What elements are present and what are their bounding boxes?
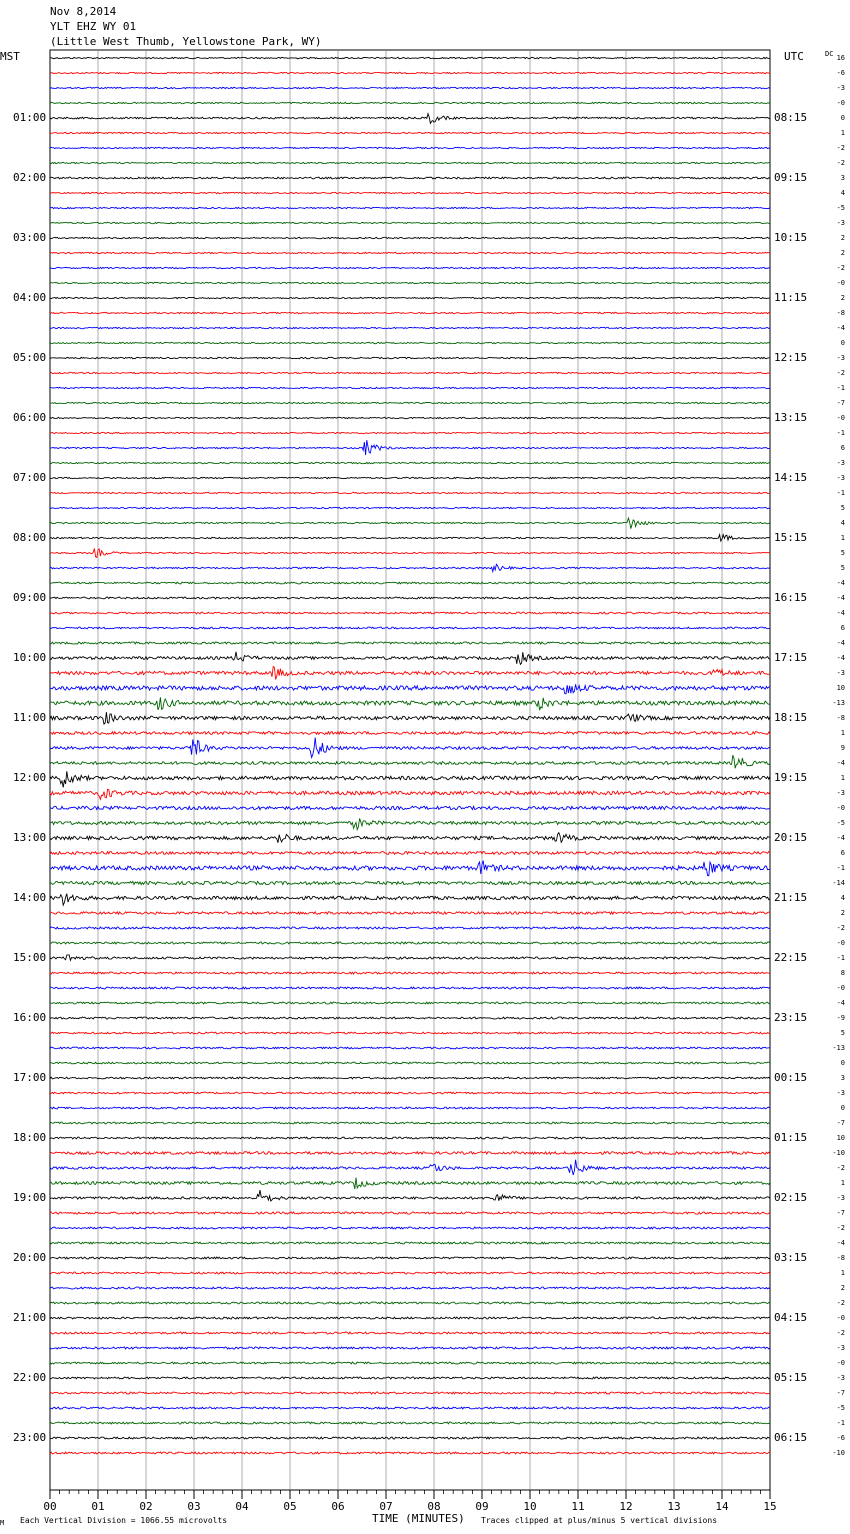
trace-line [50, 912, 770, 915]
dc-offset-label: -1 [836, 429, 845, 437]
trace-line [50, 207, 770, 208]
dc-offset-label: -1 [836, 384, 845, 392]
dc-offset-label: 0 [840, 114, 845, 122]
trace-line [50, 987, 770, 989]
trace-line [50, 712, 770, 724]
x-axis-title: TIME (MINUTES) [372, 1512, 465, 1525]
trace-line [50, 894, 770, 905]
dc-offset-label: -2 [836, 144, 845, 152]
dc-offset-label: -3 [836, 669, 845, 677]
trace-line [50, 1122, 770, 1124]
seismic-traces [50, 57, 770, 1454]
station-id: YLT EHZ WY 01 [50, 20, 137, 33]
left-hour-label: 20:00 [13, 1251, 47, 1264]
x-tick-label: 09 [475, 1500, 489, 1513]
dc-offset-label: 0 [840, 1059, 845, 1067]
dc-offset-label: 1 [840, 774, 845, 782]
dc-offset-label: -0 [836, 414, 845, 422]
right-hour-label: 21:15 [774, 891, 808, 904]
trace-line [50, 312, 770, 313]
trace-line [50, 267, 770, 268]
trace-line [50, 806, 770, 809]
trace-line [50, 417, 770, 418]
dc-offset-label: 1 [840, 534, 845, 542]
trace-line [50, 732, 770, 735]
right-hour-label: 13:15 [774, 411, 808, 424]
trace-line [50, 492, 770, 493]
right-hour-label: 23:15 [774, 1011, 808, 1024]
right-hour-label: 02:15 [774, 1191, 808, 1204]
trace-line [50, 1257, 770, 1259]
trace-line [50, 612, 770, 614]
dc-offset-label: -3 [836, 354, 845, 362]
left-hour-label: 19:00 [13, 1191, 47, 1204]
dc-offset-label: -9 [836, 1014, 845, 1022]
trace-line [50, 652, 770, 664]
left-hour-label: 06:00 [13, 411, 47, 424]
dc-offset-label: -10 [832, 1149, 845, 1157]
trace-line [50, 1107, 770, 1109]
trace-line [50, 1077, 770, 1079]
dc-offset-label: -0 [836, 804, 845, 812]
dc-offset-label: -2 [836, 159, 845, 167]
trace-line [50, 1317, 770, 1319]
dc-offset-label: 6 [840, 444, 845, 452]
trace-line [50, 237, 770, 238]
dc-offset-label: 2 [840, 909, 845, 917]
dc-offset-label: -3 [836, 1194, 845, 1202]
right-hour-label: 11:15 [774, 291, 808, 304]
trace-line [50, 192, 770, 193]
dc-offset-label: 1 [840, 129, 845, 137]
x-tick-label: 04 [235, 1500, 249, 1513]
plot-frame [50, 50, 770, 1490]
trace-line [50, 162, 770, 163]
x-tick-label: 00 [43, 1500, 57, 1513]
trace-line [50, 1272, 770, 1274]
dc-offset-label: 5 [840, 1029, 845, 1037]
left-hour-label: 15:00 [13, 951, 47, 964]
dc-offset-label: -4 [836, 1239, 845, 1247]
dc-offset-label: -2 [836, 369, 845, 377]
left-hour-label: 04:00 [13, 291, 47, 304]
x-tick-label: 12 [619, 1500, 633, 1513]
dc-offset-label: 2 [840, 234, 845, 242]
x-tick-label: 02 [139, 1500, 153, 1513]
trace-line [50, 114, 770, 124]
trace-line [50, 597, 770, 599]
dc-offset-label: 4 [840, 894, 845, 902]
trace-line [50, 564, 770, 571]
dc-offset-label: 2 [840, 294, 845, 302]
dc-offset-label: -1 [836, 864, 845, 872]
left-hour-label: 17:00 [13, 1071, 47, 1084]
left-hour-label: 01:00 [13, 111, 47, 124]
dc-offset-label: 6 [840, 849, 845, 857]
record-date: Nov 8,2014 [50, 5, 117, 18]
trace-line [50, 440, 770, 455]
right-hour-label: 15:15 [774, 531, 808, 544]
trace-line [50, 1392, 770, 1394]
dc-offset-label: -0 [836, 279, 845, 287]
dc-offset-label: -7 [836, 399, 845, 407]
dc-offset-label: 1 [840, 1179, 845, 1187]
right-hour-label: 12:15 [774, 351, 808, 364]
left-hour-label: 05:00 [13, 351, 47, 364]
dc-offset-label: -2 [836, 1164, 845, 1172]
trace-line [50, 955, 770, 960]
left-hour-label: 02:00 [13, 171, 47, 184]
trace-line [50, 1017, 770, 1019]
right-hour-label: 09:15 [774, 171, 808, 184]
trace-line [50, 667, 770, 680]
dc-offset-label: 3 [840, 1074, 845, 1082]
trace-line [50, 1332, 770, 1334]
trace-line [50, 1212, 770, 1214]
dc-offset-label: -4 [836, 579, 845, 587]
trace-line [50, 861, 770, 876]
trace-line [50, 402, 770, 403]
x-tick-label: 07 [379, 1500, 393, 1513]
trace-line [50, 387, 770, 388]
trace-line [50, 1362, 770, 1364]
plot-header [50, 4, 322, 49]
dc-offset-label: 3 [840, 174, 845, 182]
dc-offset-label: -8 [836, 309, 845, 317]
dc-offset-label: 5 [840, 564, 845, 572]
right-hour-label: 00:15 [774, 1071, 808, 1084]
trace-line [50, 102, 770, 103]
dc-offset-label: 9 [840, 744, 845, 752]
clip-note: Traces clipped at plus/minus 5 vertical divisions [481, 1516, 718, 1525]
trace-line [50, 1347, 770, 1349]
left-hour-label: 03:00 [13, 231, 47, 244]
right-hour-label: 16:15 [774, 591, 808, 604]
trace-line [50, 1047, 770, 1049]
trace-line [50, 1227, 770, 1229]
dc-offset-label: -4 [836, 999, 845, 1007]
x-tick-label: 03 [187, 1500, 201, 1513]
trace-line [50, 548, 770, 557]
dc-offset-label: -0 [836, 1359, 845, 1367]
dc-offset-label: -1 [836, 1419, 845, 1427]
trace-line [50, 507, 770, 508]
dc-offset-label: -7 [836, 1119, 845, 1127]
trace-line [50, 1062, 770, 1064]
trace-line [50, 1178, 770, 1189]
dc-offset-label: -0 [836, 984, 845, 992]
dc-offset-label: -5 [836, 1404, 845, 1412]
dc-offset-label: -2 [836, 1329, 845, 1337]
trace-line [50, 462, 770, 463]
dc-offset-label: 10 [836, 1134, 845, 1142]
trace-line [50, 222, 770, 223]
left-hour-label: 09:00 [13, 591, 47, 604]
dc-offset-label: -3 [836, 1089, 845, 1097]
dc-offset-label: 6 [840, 624, 845, 632]
trace-line [50, 789, 770, 799]
trace-line [50, 477, 770, 478]
dc-offset-label: -4 [836, 324, 845, 332]
left-hour-label: 23:00 [13, 1431, 47, 1444]
x-tick-label: 06 [331, 1500, 345, 1513]
dc-offset-label: -5 [836, 819, 845, 827]
right-hour-label: 19:15 [774, 771, 808, 784]
trace-line [50, 72, 770, 73]
trace-line [50, 1092, 770, 1094]
dc-offset-label: -3 [836, 1344, 845, 1352]
right-timezone-label: UTC [784, 50, 804, 63]
trace-line [50, 132, 770, 133]
trace-line [50, 627, 770, 629]
trace-line [50, 147, 770, 148]
dc-offset-label: -4 [836, 654, 845, 662]
trace-line [50, 1137, 770, 1139]
x-tick-label: 13 [667, 1500, 681, 1513]
dc-offset-label: -3 [836, 789, 845, 797]
dc-offset-label: -7 [836, 1209, 845, 1217]
left-hour-label: 07:00 [13, 471, 47, 484]
dc-offset-label: -3 [836, 474, 845, 482]
left-hour-label: 10:00 [13, 651, 47, 664]
dc-offset-label: -8 [836, 714, 845, 722]
trace-line [50, 535, 770, 541]
trace-line [50, 252, 770, 253]
trace-line [50, 818, 770, 829]
trace-line [50, 342, 770, 343]
x-tick-label: 14 [715, 1500, 729, 1513]
dc-offset-label: -2 [836, 1224, 845, 1232]
left-hour-label: 13:00 [13, 831, 47, 844]
trace-line [50, 177, 770, 179]
dc-offset-label: 16 [836, 54, 845, 62]
right-hour-label: 22:15 [774, 951, 808, 964]
trace-line [50, 697, 770, 710]
trace-line [50, 1242, 770, 1244]
x-tick-label: 15 [763, 1500, 777, 1513]
dc-offset-label: -5 [836, 204, 845, 212]
dc-offset-label: -8 [836, 1254, 845, 1262]
trace-line [50, 1152, 770, 1155]
dc-offset-label: -0 [836, 99, 845, 107]
x-tick-label: 11 [571, 1500, 585, 1513]
x-tick-label: 01 [91, 1500, 105, 1513]
dc-offset-label: 8 [840, 969, 845, 977]
dc-offset-label: 2 [840, 1284, 845, 1292]
left-hour-label: 14:00 [13, 891, 47, 904]
right-hour-label: 05:15 [774, 1371, 808, 1384]
right-hour-label: 10:15 [774, 231, 808, 244]
dc-offset-label: -3 [836, 459, 845, 467]
dc-offset-label: -0 [836, 1314, 845, 1322]
trace-line [50, 833, 770, 843]
trace-line [50, 297, 770, 298]
right-hour-label: 03:15 [774, 1251, 808, 1264]
time-grid [50, 50, 770, 1490]
trace-line [50, 852, 770, 855]
trace-line [50, 738, 770, 758]
dc-offset-label: 1 [840, 729, 845, 737]
trace-line [50, 518, 770, 529]
dc-offset-label: -6 [836, 69, 845, 77]
trace-line [50, 942, 770, 944]
left-hour-label: 22:00 [13, 1371, 47, 1384]
right-hour-label: 17:15 [774, 651, 808, 664]
dc-offset-label: 0 [840, 339, 845, 347]
trace-line [50, 684, 770, 693]
trace-line [50, 432, 770, 433]
dc-offset-label: -4 [836, 639, 845, 647]
corner-mark: M [0, 1519, 5, 1527]
trace-line [50, 1437, 770, 1439]
x-tick-label: 10 [523, 1500, 537, 1513]
trace-line [50, 372, 770, 373]
dc-label: DC [825, 50, 834, 58]
dc-offset-label: 1 [840, 1269, 845, 1277]
left-hour-label: 21:00 [13, 1311, 47, 1324]
scale-note: Each Vertical Division = 1066.55 microvolts [20, 1516, 228, 1525]
trace-line [50, 1452, 770, 1454]
right-hour-label: 01:15 [774, 1131, 808, 1144]
dc-offset-label: 2 [840, 249, 845, 257]
trace-line [50, 357, 770, 358]
right-hour-label: 06:15 [774, 1431, 808, 1444]
dc-offset-label: -10 [832, 1449, 845, 1457]
dc-offset-label: -1 [836, 954, 845, 962]
dc-offset-label: -13 [832, 699, 845, 707]
trace-line [50, 755, 770, 768]
right-hour-label: 20:15 [774, 831, 808, 844]
dc-offset-label: -4 [836, 609, 845, 617]
dc-offset-label: 0 [840, 1104, 845, 1112]
dc-offset-label: -6 [836, 1434, 845, 1442]
trace-line [50, 1160, 770, 1175]
station-location: (Little West Thumb, Yellowstone Park, WY) [50, 35, 322, 48]
dc-offset-label: -4 [836, 759, 845, 767]
trace-line [50, 57, 770, 58]
dc-offset-label: -3 [836, 84, 845, 92]
trace-line [50, 1422, 770, 1424]
right-hour-label: 14:15 [774, 471, 808, 484]
dc-offset-label: -2 [836, 1299, 845, 1307]
dc-offset-label: -2 [836, 924, 845, 932]
trace-line [50, 771, 770, 787]
dc-offset-label: 4 [840, 519, 845, 527]
trace-line [50, 1190, 770, 1201]
trace-line [50, 1302, 770, 1304]
right-hour-label: 08:15 [774, 111, 808, 124]
x-tick-label: 05 [283, 1500, 297, 1513]
dc-offset-label: 5 [840, 504, 845, 512]
trace-line [50, 282, 770, 283]
trace-line [50, 881, 770, 884]
dc-offset-label: 10 [836, 684, 845, 692]
dc-offset-label: -4 [836, 594, 845, 602]
trace-line [50, 1377, 770, 1379]
trace-line [50, 327, 770, 328]
dc-offset-label: -14 [832, 879, 845, 887]
left-hour-label: 08:00 [13, 531, 47, 544]
trace-line [50, 642, 770, 644]
dc-offset-label: 5 [840, 549, 845, 557]
trace-line [50, 87, 770, 88]
dc-offset-label: -1 [836, 489, 845, 497]
dc-offset-label: -2 [836, 264, 845, 272]
x-axis [50, 1490, 770, 1499]
left-hour-label: 16:00 [13, 1011, 47, 1024]
dc-offset-label: -4 [836, 834, 845, 842]
trace-line [50, 1407, 770, 1409]
trace-line [50, 582, 770, 584]
right-hour-label: 18:15 [774, 711, 808, 724]
trace-line [50, 1287, 770, 1289]
left-hour-label: 12:00 [13, 771, 47, 784]
dc-offset-label: 4 [840, 189, 845, 197]
left-timezone-label: MST [0, 50, 20, 63]
dc-offset-label: -7 [836, 1389, 845, 1397]
left-hour-label: 18:00 [13, 1131, 47, 1144]
trace-line [50, 927, 770, 929]
dc-offset-label: -3 [836, 219, 845, 227]
trace-line [50, 972, 770, 974]
right-hour-label: 04:15 [774, 1311, 808, 1324]
x-tick-label: 08 [427, 1500, 441, 1513]
dc-offset-label: -3 [836, 1374, 845, 1382]
left-hour-label: 11:00 [13, 711, 47, 724]
dc-offset-label: -13 [832, 1044, 845, 1052]
trace-line [50, 1002, 770, 1004]
dc-offset-label: -0 [836, 939, 845, 947]
trace-line [50, 1032, 770, 1034]
